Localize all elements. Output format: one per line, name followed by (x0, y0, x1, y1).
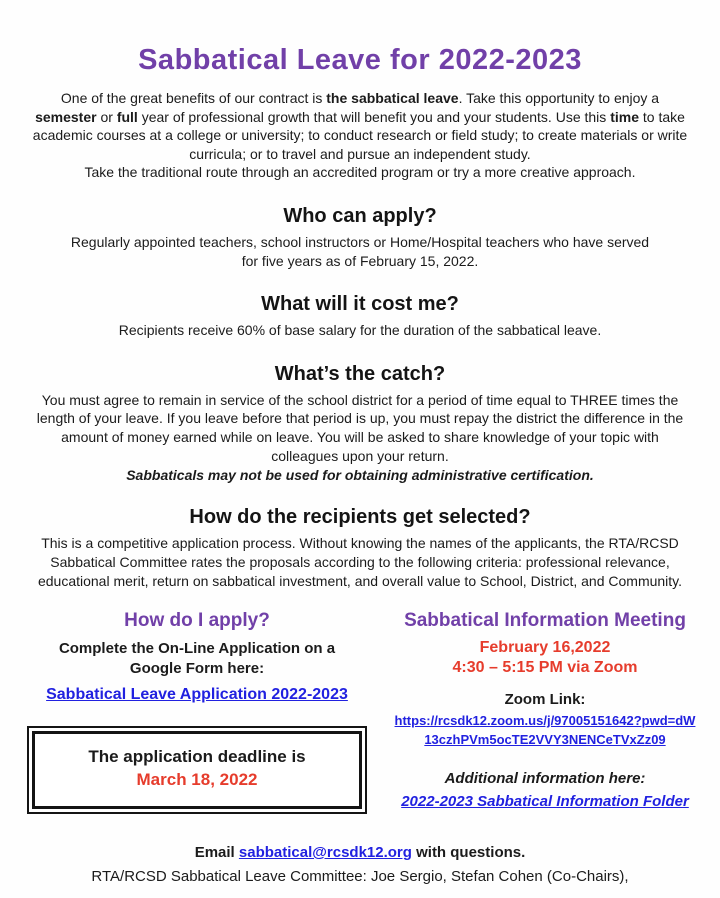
deadline-label: The application deadline is (88, 747, 306, 767)
section-note-catch: Sabbaticals may not be used for obtaining administrative certification. (126, 467, 594, 484)
intro-segment-bold: full (116, 108, 138, 125)
intro-segment: or (96, 108, 117, 125)
apply-heading: How do I apply? (124, 610, 270, 632)
meeting-column (384, 610, 706, 811)
apply-instructions: Complete the On-Line Application on a Google Form here: (58, 640, 336, 677)
committee-line: RTA/RCSD Sabbatical Leave Committee: Joe Sergio, Stefan Cohen (Co-Chairs), (91, 868, 629, 886)
intro-paragraph (32, 89, 688, 182)
intro-segment-bold: the sabbatical leave (326, 90, 459, 106)
section-body-catch: You must agree to remain in service of the school district for a period of time equal to THREE times the length of your leave. If you leave before that period is up, you must repay the district the difference in the amount of money earned while on leave. You will be asked to share knowledge of your topic with colleagues upon your return. (36, 391, 684, 464)
intro-closing-line: Take the traditional route through an accredited program or try a more creative approach. (84, 164, 636, 181)
sabbatical-application-link[interactable]: Sabbatical Leave Application 2022-2023 (46, 686, 348, 704)
zoom-meeting-link[interactable]: https://rcsdk12.zoom.us/j/97005151642?pwd=dW13czhPVm5ocTE2VVY3NENCeTVxZz09 (394, 713, 696, 747)
intro-segment-bold: time (610, 108, 639, 125)
deadline-box (27, 726, 367, 814)
zoom-link-label: Zoom Link: (504, 691, 586, 709)
information-folder-link[interactable]: 2022-2023 Sabbatical Information Folder (401, 792, 689, 810)
section-selected (0, 506, 720, 590)
two-column-section (0, 610, 720, 814)
section-body-cost: Recipients receive 60% of base salary for the duration of the sabbatical leave. (118, 322, 602, 339)
section-catch (0, 363, 720, 483)
footer (0, 844, 720, 885)
apply-column (20, 610, 374, 814)
intro-segment: . Take this opportunity to enjoy a (458, 90, 660, 106)
section-who-can-apply (0, 205, 720, 270)
section-heading-who: Who can apply? (283, 205, 437, 228)
meeting-date: February 16,2022 (479, 639, 611, 657)
section-heading-selected: How do the recipients get selected? (189, 506, 531, 529)
email-line (0, 844, 720, 861)
intro-segment: to take academic courses at a college or university; to conduct research or field study; to create materials or write curricula; or to travel and pursue an independent study. (32, 108, 688, 162)
section-heading-catch: What’s the catch? (274, 362, 446, 385)
deadline-box-inner (32, 731, 362, 809)
intro-segment: One of the great benefits of our contract is (60, 90, 327, 106)
intro-segment-bold: semester (35, 108, 97, 125)
section-heading-cost: What will it cost me? (261, 293, 459, 316)
meeting-heading: Sabbatical Information Meeting (404, 610, 686, 632)
email-link[interactable]: sabbatical@rcsdk12.org (238, 844, 412, 862)
meeting-time: 4:30 – 5:15 PM via Zoom (452, 659, 638, 677)
page-title: Sabbatical Leave for 2022-2023 (138, 44, 582, 76)
email-suffix: with questions. (411, 844, 526, 862)
intro-segment: year of professional growth that will benefit you and your students. Use this (137, 108, 611, 125)
email-prefix: Email (194, 844, 239, 862)
section-body-selected: This is a competitive application process. Without knowing the names of the applicants, the RTA/RCSD Sabbatical Committee rates the proposals according to the following criteria: professional relevance, educational merit, return on sabbatical investment, and overall value to School, District, and Community. (37, 535, 683, 589)
section-cost (0, 293, 720, 340)
section-body-who: Regularly appointed teachers, school instructors or Home/Hospital teachers who have served for five years as of February 15, 2022. (70, 234, 650, 269)
deadline-date: March 18, 2022 (136, 770, 258, 790)
additional-info-label: Additional information here: (444, 769, 646, 787)
